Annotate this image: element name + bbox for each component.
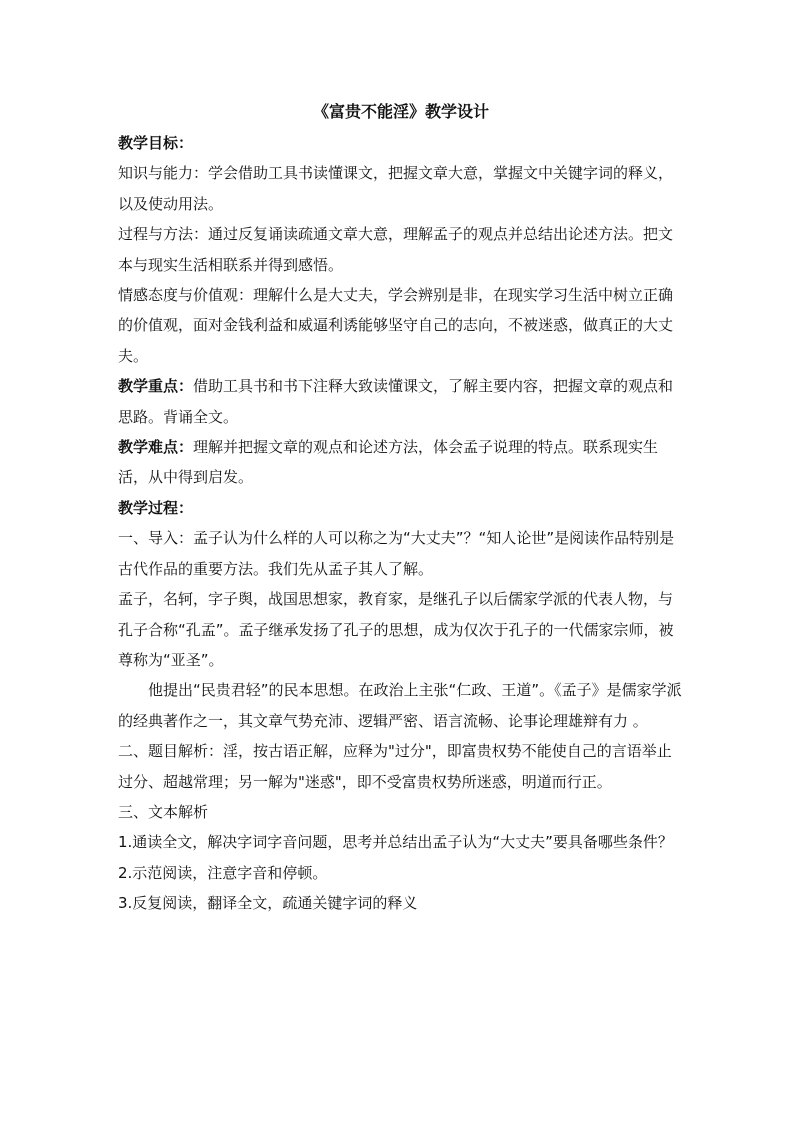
objective-emotion: 情感态度与价值观：理解什么是大丈夫，学会辨别是非，在现实学习生活中树立正确的价值观，面对金钱利益和威逼利诱能够坚守自己的志向，不被迷惑，做真正的大丈夫。 — [118, 286, 674, 365]
procedure-step-1: 1.通读全文，解决字词字音问题，思考并总结出孟子认为“大丈夫”要具备哪些条件？ — [118, 833, 673, 852]
document-page — [118, 96, 684, 919]
text-analysis-heading: 三、文本解析 — [118, 802, 209, 821]
difficulties-text: 理解并把握文章的观点和论述方法，体会孟子说理的特点。联系现实生活，从中得到启发。 — [118, 438, 659, 487]
difficulties — [118, 432, 684, 493]
procedure-step-2: 2.示范阅读，注意字音和停顿。 — [118, 863, 328, 882]
key-points-text: 借助工具书和书下注释大致读懂课文，了解主要内容，把握文章的观点和思路。背诵全文。 — [118, 377, 674, 426]
mencius-bio: 孟子，名轲，字子舆，战国思想家，教育家，是继孔子以后儒家学派的代表人物，与孔子合称“孔孟”。孟子继承发扬了孔子的思想，成为仅次于孔子的一代儒家宗师，被尊称为“亚圣”。 — [118, 590, 674, 669]
mencius-thought: 他提出“民贵君轻”的民本思想。在政治上主张“仁政、王道”。《孟子》是儒家学派的经典著作之一，其文章气势充沛、逻辑严密、语言流畅、论事论理雄辩有力 。 — [118, 681, 682, 730]
difficulties-label: 教学难点： — [118, 438, 194, 457]
procedure-step-3: 3.反复阅读，翻译全文，疏通关键字词的释义 — [118, 894, 418, 913]
document-title: 《富贵不能淫》教学设计 — [312, 102, 489, 121]
objective-knowledge: 知识与能力：学会借助工具书读懂课文，把握文章大意，掌握文中关键字词的释义，以及使动用法。 — [118, 164, 674, 213]
key-points — [118, 371, 684, 432]
procedure-heading: 教学过程： — [118, 498, 194, 517]
key-points-label: 教学重点： — [118, 377, 194, 396]
objectives-heading: 教学目标： — [118, 134, 194, 152]
objective-process: 过程与方法：通过反复诵读疏通文章大意，理解孟子的观点并总结出论述方法。把文本与现实生活相联系并得到感悟。 — [118, 225, 674, 274]
title-analysis: 二、题目解析：淫，按古语正解，应释为"过分"，即富贵权势不能使自己的言语举止过分、超越常理；另一解为"迷惑"，即不受富贵权势所迷惑，明道而行正。 — [118, 742, 672, 791]
procedure-intro: 一、导入：孟子认为什么样的人可以称之为“大丈夫”？“知人论世”是阅读作品特别是古代作品的重要方法。我们先从孟子其人了解。 — [118, 529, 675, 578]
